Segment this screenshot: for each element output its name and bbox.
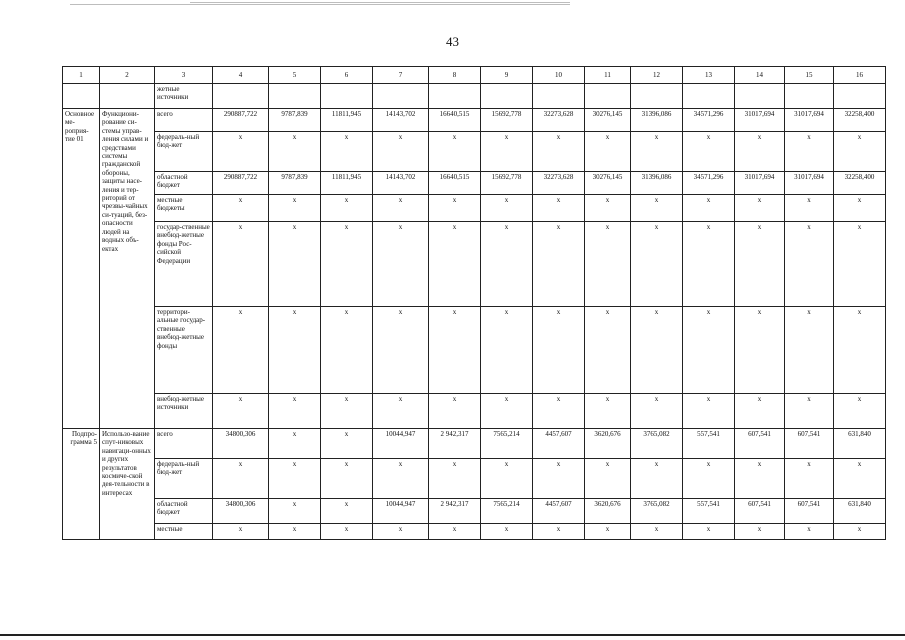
value-cell: 31017,694 <box>735 109 785 132</box>
value-cell: 32258,400 <box>834 109 886 132</box>
value-cell: x <box>373 132 429 172</box>
value-cell: x <box>213 307 269 394</box>
column-header-6: 6 <box>321 67 373 84</box>
program-name-cell: Использо-вание спут-никовых навигаци-онных и других результатов космиче-ской дея-тельности в интересах <box>100 429 155 540</box>
value-cell: x <box>481 459 533 499</box>
value-cell: x <box>213 132 269 172</box>
value-cell: 631,840 <box>834 429 886 459</box>
value-cell: 11811,945 <box>321 109 373 132</box>
value-cell: x <box>213 195 269 222</box>
value-cell: x <box>481 394 533 429</box>
value-cell: 30276,145 <box>585 172 631 195</box>
value-cell: 31396,086 <box>631 172 683 195</box>
value-cell: 3620,676 <box>585 499 631 524</box>
value-cell: x <box>683 222 735 307</box>
value-cell: 11811,945 <box>321 172 373 195</box>
column-header-8: 8 <box>429 67 481 84</box>
column-header-5: 5 <box>269 67 321 84</box>
value-cell: x <box>481 132 533 172</box>
program-name-cell <box>100 84 155 109</box>
program-type-cell: Основное ме-роприя-тие 01 <box>63 109 100 429</box>
funding-source-cell: федераль-ный бюд-жет <box>155 459 213 499</box>
value-cell: x <box>429 195 481 222</box>
value-cell: x <box>785 394 834 429</box>
value-cell: 34571,296 <box>683 172 735 195</box>
value-cell: x <box>735 459 785 499</box>
value-cell: x <box>373 195 429 222</box>
value-cell: x <box>785 524 834 540</box>
value-cell: x <box>429 524 481 540</box>
value-cell: x <box>834 307 886 394</box>
value-cell: x <box>321 222 373 307</box>
value-cell: x <box>269 307 321 394</box>
value-cell: x <box>834 132 886 172</box>
value-cell: x <box>373 459 429 499</box>
value-cell: 31396,086 <box>631 109 683 132</box>
column-header-14: 14 <box>735 67 785 84</box>
funding-source-cell: всего <box>155 429 213 459</box>
value-cell: 14143,702 <box>373 109 429 132</box>
value-cell: x <box>269 222 321 307</box>
value-cell: x <box>321 195 373 222</box>
value-cell: x <box>585 222 631 307</box>
value-cell: 3620,676 <box>585 429 631 459</box>
table-row <box>63 524 886 540</box>
value-cell: 10044,947 <box>373 429 429 459</box>
value-cell: x <box>683 394 735 429</box>
funding-source-cell: областной бюджет <box>155 172 213 195</box>
value-cell: 15692,778 <box>481 109 533 132</box>
value-cell: 2 942,317 <box>429 429 481 459</box>
value-cell <box>683 84 735 109</box>
value-cell: x <box>585 307 631 394</box>
value-cell: x <box>631 524 683 540</box>
table-row <box>63 195 886 222</box>
funding-source-cell: территори-альные государ-ственные внебюд-жетные фонды <box>155 307 213 394</box>
value-cell: x <box>533 524 585 540</box>
value-cell: 16640,515 <box>429 172 481 195</box>
table-row <box>63 222 886 307</box>
value-cell: x <box>631 132 683 172</box>
value-cell: x <box>834 222 886 307</box>
value-cell: x <box>631 307 683 394</box>
table-row <box>63 109 886 132</box>
value-cell: 7565,214 <box>481 429 533 459</box>
value-cell: x <box>321 307 373 394</box>
top-scan-rule <box>70 4 570 5</box>
value-cell: x <box>785 195 834 222</box>
value-cell: x <box>785 459 834 499</box>
value-cell: 290887,722 <box>213 109 269 132</box>
value-cell: x <box>321 132 373 172</box>
value-cell: 631,840 <box>834 499 886 524</box>
budget-table <box>62 66 886 540</box>
value-cell: x <box>269 195 321 222</box>
value-cell: 2 942,317 <box>429 499 481 524</box>
value-cell: x <box>585 132 631 172</box>
value-cell: x <box>481 195 533 222</box>
table-row <box>63 84 886 109</box>
value-cell: x <box>373 307 429 394</box>
value-cell: x <box>269 429 321 459</box>
value-cell: x <box>481 524 533 540</box>
funding-source-cell: местные <box>155 524 213 540</box>
value-cell: 4457,607 <box>533 429 585 459</box>
value-cell: x <box>269 499 321 524</box>
funding-source-cell: жетные источники <box>155 84 213 109</box>
value-cell <box>321 84 373 109</box>
value-cell: x <box>429 132 481 172</box>
value-cell: 3765,082 <box>631 429 683 459</box>
value-cell <box>269 84 321 109</box>
value-cell: x <box>269 459 321 499</box>
value-cell: 14143,702 <box>373 172 429 195</box>
table-row <box>63 499 886 524</box>
value-cell: x <box>735 394 785 429</box>
value-cell: x <box>735 222 785 307</box>
value-cell: x <box>735 307 785 394</box>
value-cell: x <box>585 195 631 222</box>
program-name-cell: Функциони-рование си-стемы управ-ления силами и средствами системы гражданской обороны, защиты насе-ления и тер-риторий от чрезвы-чайных си-туаций, без-опасности людей на водных объ-ектах <box>100 109 155 429</box>
value-cell: x <box>213 459 269 499</box>
value-cell: x <box>213 394 269 429</box>
value-cell: 32273,628 <box>533 172 585 195</box>
funding-source-cell: федераль-ный бюд-жет <box>155 132 213 172</box>
value-cell: 7565,214 <box>481 499 533 524</box>
value-cell <box>834 84 886 109</box>
value-cell: x <box>735 195 785 222</box>
value-cell: x <box>533 195 585 222</box>
value-cell: x <box>683 307 735 394</box>
value-cell: 30276,145 <box>585 109 631 132</box>
value-cell <box>785 84 834 109</box>
value-cell: 15692,778 <box>481 172 533 195</box>
header-row <box>63 67 886 84</box>
table-row <box>63 307 886 394</box>
value-cell: x <box>631 222 683 307</box>
value-cell: x <box>834 524 886 540</box>
table-row <box>63 429 886 459</box>
value-cell: x <box>834 195 886 222</box>
funding-source-cell: государ-ственные внебюд-жетные фонды Рос-сийской Федерации <box>155 222 213 307</box>
value-cell: x <box>373 394 429 429</box>
column-header-11: 11 <box>585 67 631 84</box>
value-cell: 290887,722 <box>213 172 269 195</box>
value-cell: x <box>213 524 269 540</box>
value-cell: x <box>321 429 373 459</box>
value-cell: x <box>373 222 429 307</box>
value-cell: 31017,694 <box>785 172 834 195</box>
value-cell: x <box>631 195 683 222</box>
value-cell: 607,541 <box>735 499 785 524</box>
value-cell: 557,541 <box>683 499 735 524</box>
value-cell: x <box>785 307 834 394</box>
column-header-12: 12 <box>631 67 683 84</box>
funding-source-cell: областной бюджет <box>155 499 213 524</box>
value-cell: x <box>213 222 269 307</box>
value-cell: x <box>269 132 321 172</box>
value-cell: 34800,306 <box>213 499 269 524</box>
value-cell <box>429 84 481 109</box>
funding-source-cell: местные бюджеты <box>155 195 213 222</box>
value-cell: x <box>785 132 834 172</box>
value-cell: x <box>683 132 735 172</box>
top-scan-rule-2 <box>190 2 570 3</box>
column-header-2: 2 <box>100 67 155 84</box>
value-cell: 607,541 <box>785 429 834 459</box>
value-cell: x <box>429 307 481 394</box>
funding-source-cell: внебюд-жетные источники <box>155 394 213 429</box>
value-cell: 557,541 <box>683 429 735 459</box>
column-header-9: 9 <box>481 67 533 84</box>
value-cell: x <box>631 459 683 499</box>
value-cell: x <box>735 132 785 172</box>
table-row <box>63 394 886 429</box>
column-header-7: 7 <box>373 67 429 84</box>
column-header-16: 16 <box>834 67 886 84</box>
value-cell: x <box>533 307 585 394</box>
value-cell <box>373 84 429 109</box>
value-cell: 607,541 <box>735 429 785 459</box>
value-cell: x <box>429 459 481 499</box>
value-cell <box>481 84 533 109</box>
value-cell: x <box>429 394 481 429</box>
value-cell: x <box>429 222 481 307</box>
column-header-3: 3 <box>155 67 213 84</box>
column-header-1: 1 <box>63 67 100 84</box>
value-cell: x <box>269 394 321 429</box>
column-header-4: 4 <box>213 67 269 84</box>
value-cell: x <box>533 132 585 172</box>
value-cell: x <box>481 307 533 394</box>
value-cell: 32273,628 <box>533 109 585 132</box>
value-cell: 9787,839 <box>269 172 321 195</box>
value-cell: x <box>585 394 631 429</box>
value-cell: x <box>683 195 735 222</box>
value-cell: x <box>631 394 683 429</box>
value-cell: 34800,306 <box>213 429 269 459</box>
value-cell: 16640,515 <box>429 109 481 132</box>
value-cell: x <box>533 394 585 429</box>
page-number: 43 <box>446 34 459 49</box>
value-cell: x <box>321 394 373 429</box>
value-cell: x <box>481 222 533 307</box>
value-cell: 32258,400 <box>834 172 886 195</box>
funding-source-cell: всего <box>155 109 213 132</box>
table-row <box>63 132 886 172</box>
value-cell: x <box>533 459 585 499</box>
value-cell: 10044,947 <box>373 499 429 524</box>
value-cell <box>533 84 585 109</box>
column-header-10: 10 <box>533 67 585 84</box>
value-cell <box>213 84 269 109</box>
value-cell: 4457,607 <box>533 499 585 524</box>
value-cell: x <box>321 459 373 499</box>
value-cell: x <box>585 524 631 540</box>
program-type-cell <box>63 84 100 109</box>
value-cell: 607,541 <box>785 499 834 524</box>
value-cell: x <box>373 524 429 540</box>
value-cell: 9787,839 <box>269 109 321 132</box>
value-cell: x <box>683 459 735 499</box>
value-cell: 3765,082 <box>631 499 683 524</box>
value-cell <box>585 84 631 109</box>
value-cell: x <box>269 524 321 540</box>
value-cell: 31017,694 <box>785 109 834 132</box>
value-cell <box>631 84 683 109</box>
value-cell: x <box>834 394 886 429</box>
value-cell <box>735 84 785 109</box>
value-cell: x <box>321 524 373 540</box>
value-cell: x <box>785 222 834 307</box>
bottom-scan-rule <box>0 634 905 636</box>
value-cell: 31017,694 <box>735 172 785 195</box>
table-row <box>63 172 886 195</box>
value-cell: x <box>321 499 373 524</box>
value-cell: x <box>735 524 785 540</box>
value-cell: x <box>834 459 886 499</box>
program-type-cell: Подпро-грамма 5 <box>63 429 100 540</box>
table-row <box>63 459 886 499</box>
value-cell: x <box>533 222 585 307</box>
value-cell: x <box>585 459 631 499</box>
column-header-13: 13 <box>683 67 735 84</box>
column-header-15: 15 <box>785 67 834 84</box>
value-cell: x <box>683 524 735 540</box>
table-body <box>63 84 886 540</box>
value-cell: 34571,296 <box>683 109 735 132</box>
